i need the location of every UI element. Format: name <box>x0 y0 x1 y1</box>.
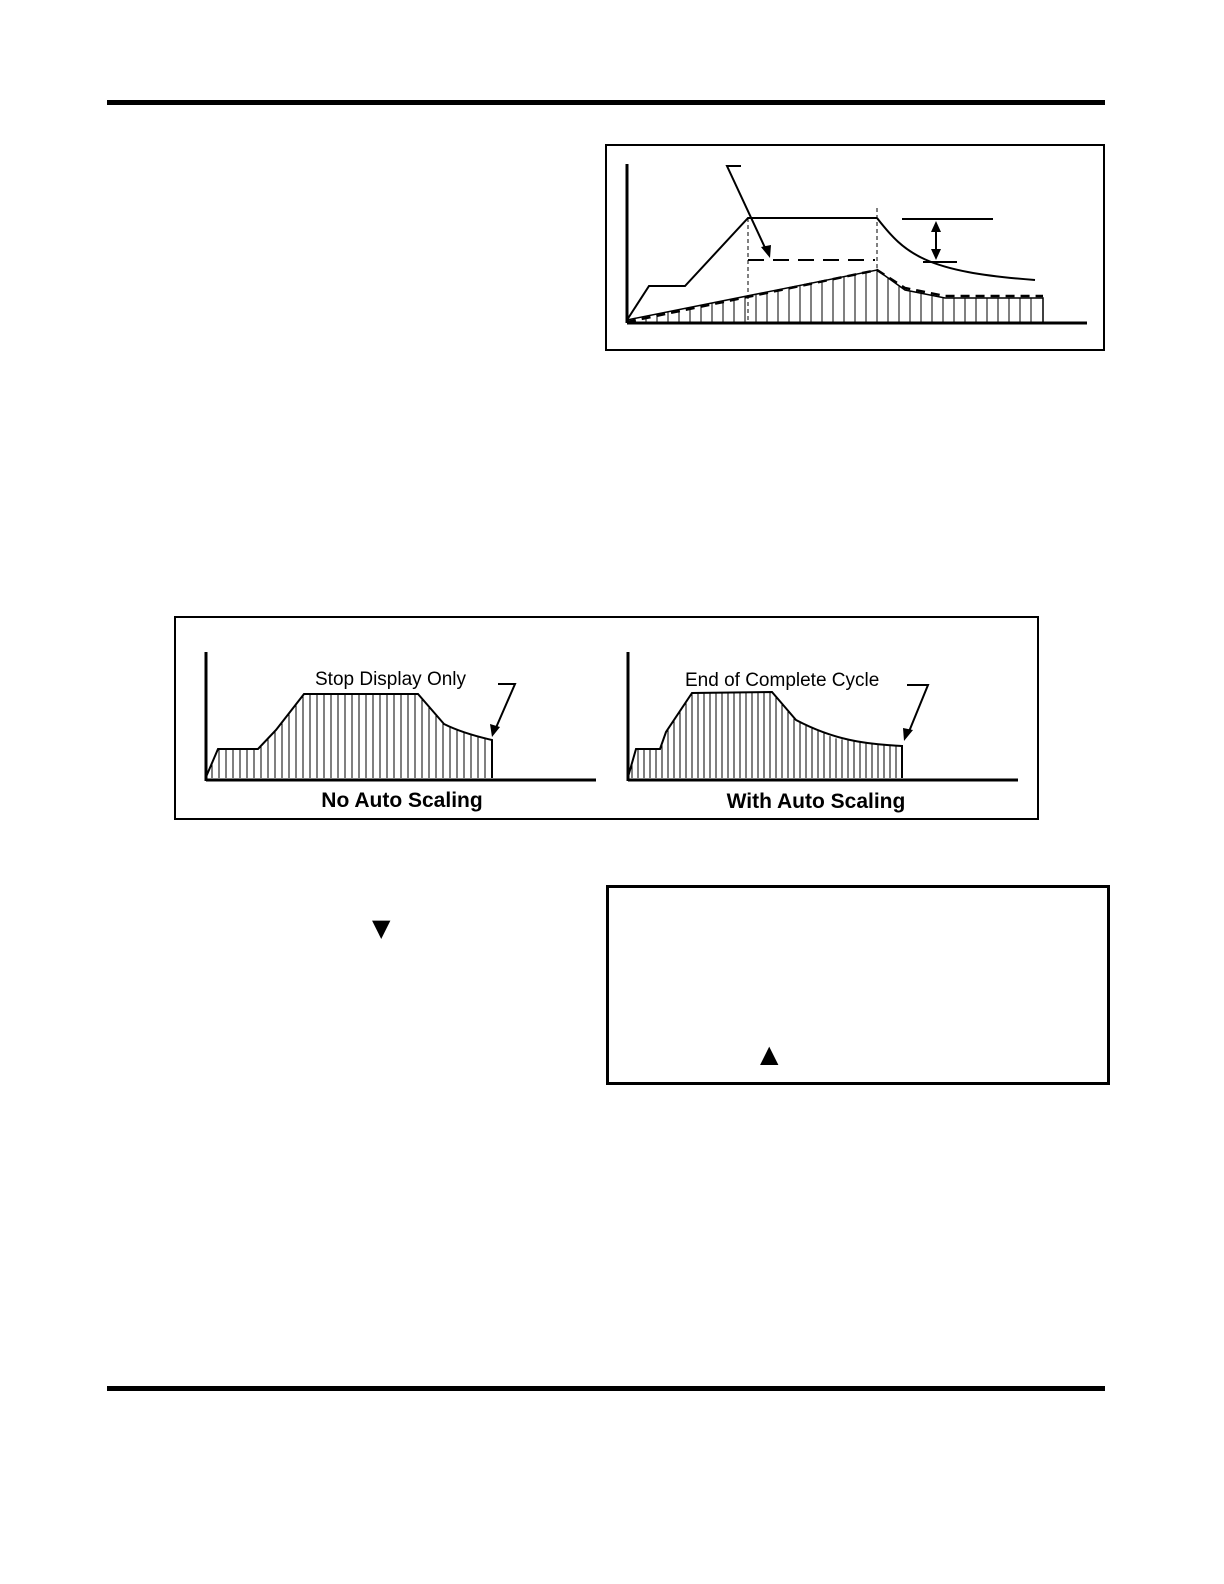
profile-deviation-diagram <box>605 144 1105 352</box>
auto-scaling-figure <box>174 616 1040 821</box>
figure-frame <box>175 617 1038 819</box>
left-caption: No Auto Scaling <box>321 789 483 812</box>
right-caption: With Auto Scaling <box>726 790 906 813</box>
header-rule <box>107 100 1105 105</box>
right-annotation: End of Complete Cycle <box>685 670 880 691</box>
footer-rule <box>107 1386 1105 1391</box>
note-box <box>606 885 1110 1085</box>
down-arrow-icon: ▼ <box>372 914 391 942</box>
left-annotation: Stop Display Only <box>315 669 467 690</box>
up-arrow-icon: ▲ <box>760 1040 779 1068</box>
